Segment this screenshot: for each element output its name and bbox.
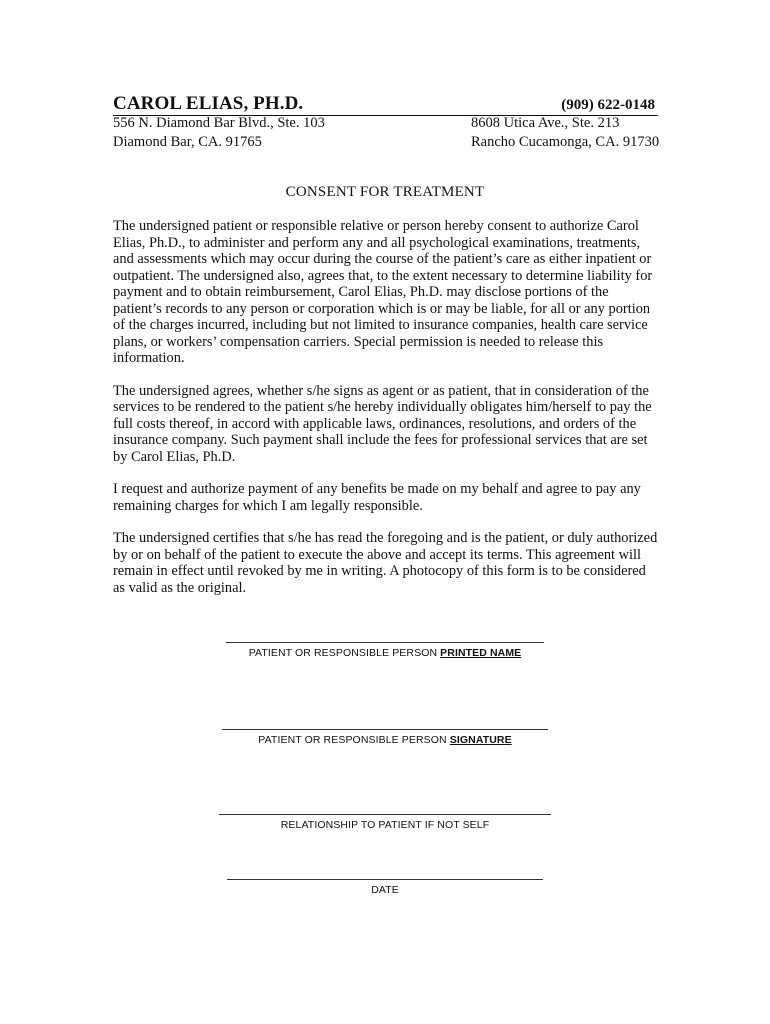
date-field[interactable] [0, 879, 770, 897]
address-diamond-bar [113, 114, 325, 152]
signature-field[interactable] [0, 729, 770, 747]
signature-label [0, 733, 770, 747]
date-line[interactable] [227, 879, 543, 880]
document-body [113, 218, 658, 612]
relationship-label: RELATIONSHIP TO PATIENT IF NOT SELF [280, 819, 490, 831]
letterhead-header [113, 91, 658, 116]
signature-label-prefix: PATIENT OR RESPONSIBLE PERSON [258, 734, 450, 746]
address-right-line1: 8608 Utica Ave., Ste. 213 [471, 115, 620, 131]
paragraph-financial-obligation: The undersigned agrees, whether s/he signs as agent or as patient, that in consideration of the services to be rendered to the patient s/he hereby individually obligates him/herself to pay the full costs thereof, in accord with applicable laws, ordinances, resolutions, and orders of the insurance company. Such payment shall include the fees for professional services that are set by Carol Elias, Ph.D. [113, 382, 652, 465]
address-rancho-cucamonga [471, 114, 659, 152]
document-title: CONSENT FOR TREATMENT [285, 184, 485, 200]
printed-name-label [0, 646, 770, 660]
signature-label-emphasis: SIGNATURE [449, 734, 512, 746]
signature-line[interactable] [222, 729, 548, 730]
printed-name-line[interactable] [226, 642, 544, 643]
address-right-line2: Rancho Cucamonga, CA. 91730 [471, 134, 660, 150]
paragraph-certification: The undersigned certifies that s/he has read the foregoing and is the patient, or duly authorized by or on behalf of the patient to execute the above and accept its terms. This agreement will remain in effect until revoked by me in writing. A photocopy of this form is to be considered as valid as the original. [113, 530, 658, 596]
printed-name-label-emphasis: PRINTED NAME [440, 647, 522, 659]
relationship-field[interactable] [0, 814, 770, 832]
doctor-name: CAROL ELIAS, PH.D. [113, 93, 304, 114]
relationship-line[interactable] [219, 814, 551, 815]
address-left-line1: 556 N. Diamond Bar Blvd., Ste. 103 [113, 115, 325, 131]
paragraph-consent: The undersigned patient or responsible relative or person hereby consent to authorize Carol Elias, Ph.D., to administer and perform any and all psychological examinations, treatments, and assessments which may occur during the course of the patient’s care as either inpatient or outpatient. The undersigned also, agrees that, to the extent necessary to determine liability for payment and to obtain reimbursement, Carol Elias, Ph.D. may disclose portions of the patient’s records to any person or corporation which is or may be liable, for all or any portion of the charges incurred, including but not limited to insurance companies, health care service plans, or workers’ compensation carriers. Special permission is needed to release this information. [113, 218, 653, 366]
paragraph-payment-authorization: I request and authorize payment of any benefits be made on my behalf and agree to pay any remaining charges for which I am legally responsible. [113, 481, 641, 514]
printed-name-label-prefix: PATIENT OR RESPONSIBLE PERSON [248, 647, 441, 659]
address-left-line2: Diamond Bar, CA. 91765 [113, 134, 262, 150]
date-label: DATE [371, 884, 399, 896]
phone-number: (909) 622-0148 [561, 97, 655, 113]
printed-name-field[interactable] [0, 642, 770, 660]
